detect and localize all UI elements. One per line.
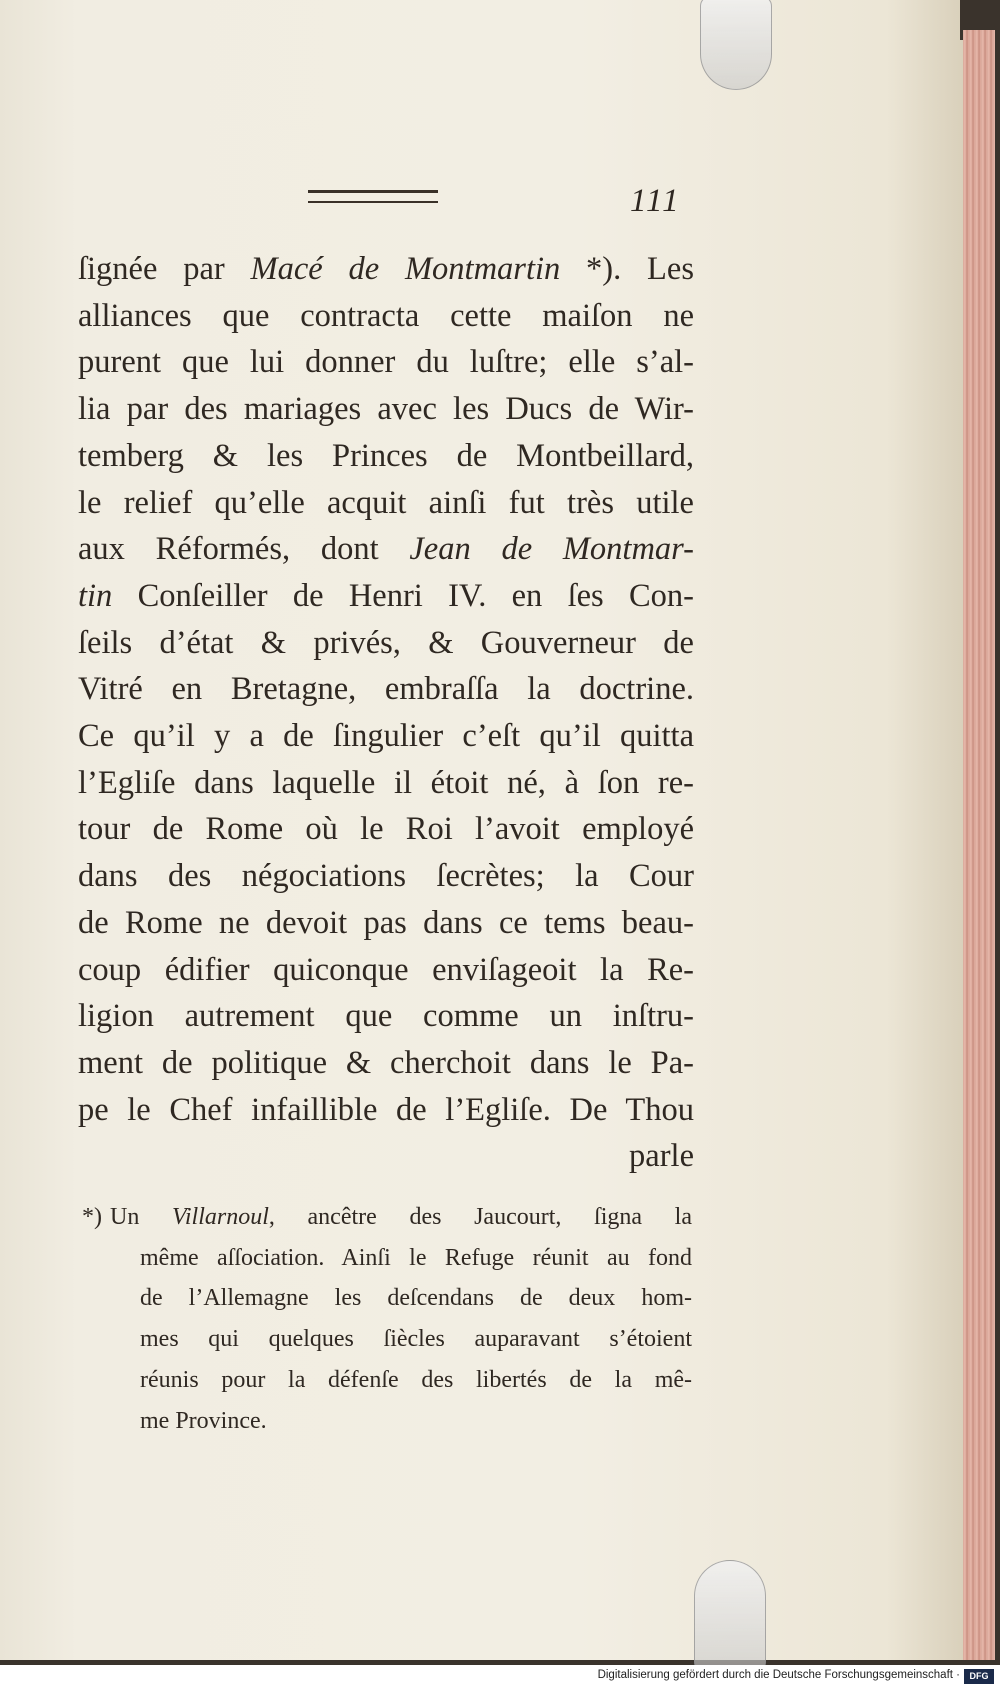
body-line: temberg & les Princes de Montbeillard,: [78, 437, 694, 474]
header-rule: [308, 190, 438, 203]
footnote-line: *) Un Villarnoul, ancêtre des Jaucourt, ſigna la: [82, 1204, 692, 1230]
body-line: purent que lui donner du luſtre; elle s’al-: [78, 344, 694, 381]
page-clip-top: [700, 0, 772, 90]
body-line: lia par des mariages avec les Ducs de Wir-: [78, 391, 694, 428]
page-number: 111: [630, 183, 681, 219]
footnote-line: me Province.: [140, 1407, 267, 1434]
footnote-mark: *): [82, 1204, 102, 1230]
page-edge: [963, 30, 995, 1660]
body-line: dans des négociations ſecrètes; la Cour: [78, 858, 694, 895]
body-line: tour de Rome où le Roi l’avoit employé: [78, 811, 694, 848]
footnote-line: mes qui quelques ſiècles auparavant s’étoient: [140, 1326, 692, 1353]
footnote: [82, 1197, 692, 1441]
body-line: ligion autrement que comme un inſtru-: [78, 998, 694, 1035]
dfg-logo: DFG: [964, 1669, 994, 1684]
body-line: pe le Chef infaillible de l’Egliſe. De Thou: [78, 1091, 694, 1128]
body-line: de Rome ne devoit pas dans ce tems beau-: [78, 904, 694, 941]
body-line: ment de politique & cherchoit dans le Pa-: [78, 1044, 694, 1081]
body-line: ſignée par Macé de Montmartin *). Les: [78, 251, 694, 287]
body-line: coup édifier quiconque enviſageoit la Re-: [78, 951, 694, 988]
body-line: l’Egliſe dans laquelle il étoit né, à ſon re-: [78, 764, 694, 801]
body-line: le relief qu’elle acquit ainſi fut très utile: [78, 484, 694, 521]
body-line: ſeils d’état & privés, & Gouverneur de: [78, 624, 694, 661]
body-line: aux Réformés, dont Jean de Montmar-: [78, 531, 694, 568]
page-clip-bottom: [694, 1560, 766, 1672]
body-line: Ce qu’il y a de ſingulier c’eſt qu’il quitta: [78, 718, 694, 755]
footnote-line: même aſſociation. Ainſi le Refuge réunit au fond: [140, 1244, 692, 1271]
footnote-line: réunis pour la défenſe des libertés de la mê-: [140, 1366, 692, 1393]
body-line: alliances que contracta cette maiſon ne: [78, 297, 694, 334]
footnote-line: de l’Allemagne les deſcendans de deux hom-: [140, 1285, 692, 1312]
body-line: tin Conſeiller de Henri IV. en ſes Con-: [78, 577, 694, 614]
catchword: parle: [629, 1138, 694, 1175]
digitization-credit: Digitalisierung gefördert durch die Deutsche Forschungsgemeinschaft ·: [597, 1669, 960, 1681]
body-line: Vitré en Bretagne, embraſſa la doctrine.: [78, 671, 694, 708]
body-text: [78, 246, 694, 1180]
